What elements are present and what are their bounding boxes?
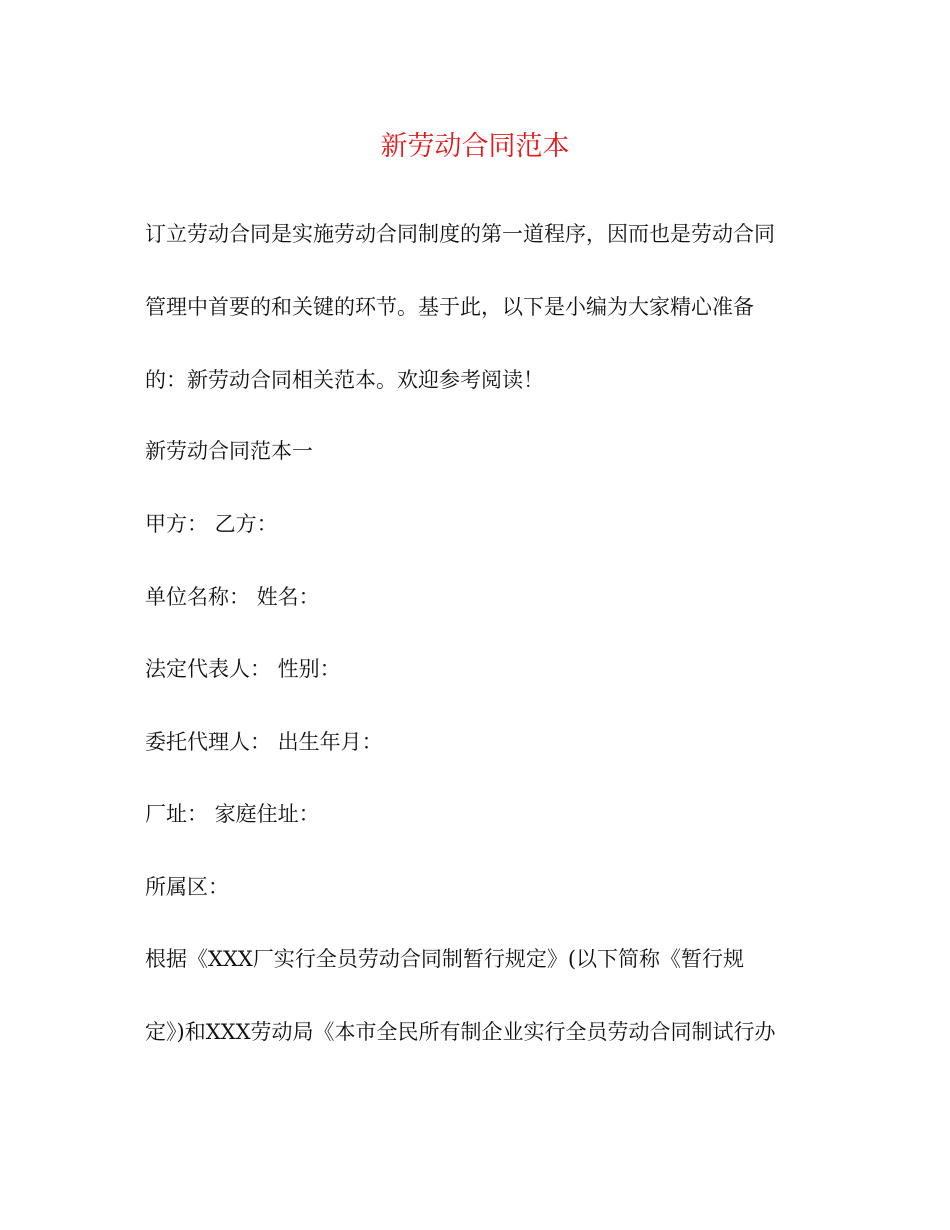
section-heading: 新劳动合同范本一 [145,439,313,463]
representative-line: 法定代表人： 性别： [145,657,341,681]
document-title: 新劳动合同范本 [380,131,570,162]
party-line: 甲方： 乙方： [145,512,278,536]
body-line-2: 定》)和XXX劳动局《本市全民所有制企业实行全员劳动合同制试行办 [145,1020,776,1044]
address-line: 厂址： 家庭住址： [145,802,320,826]
body-line-1: 根据《XXX厂实行全员劳动合同制暂行规定》(以下简称《暂行规 [145,947,745,971]
intro-line-1: 订立劳动合同是实施劳动合同制度的第一道程序，因而也是劳动合同 [145,222,775,246]
district-line: 所属区： [145,875,229,899]
agent-line: 委托代理人： 出生年月： [145,730,383,754]
intro-line-3: 的：新劳动合同相关范本。欢迎参考阅读！ [145,368,544,392]
intro-line-2: 管理中首要的和关键的环节。基于此，以下是小编为大家精心准备 [145,295,754,319]
name-line: 单位名称： 姓名： [145,585,320,609]
